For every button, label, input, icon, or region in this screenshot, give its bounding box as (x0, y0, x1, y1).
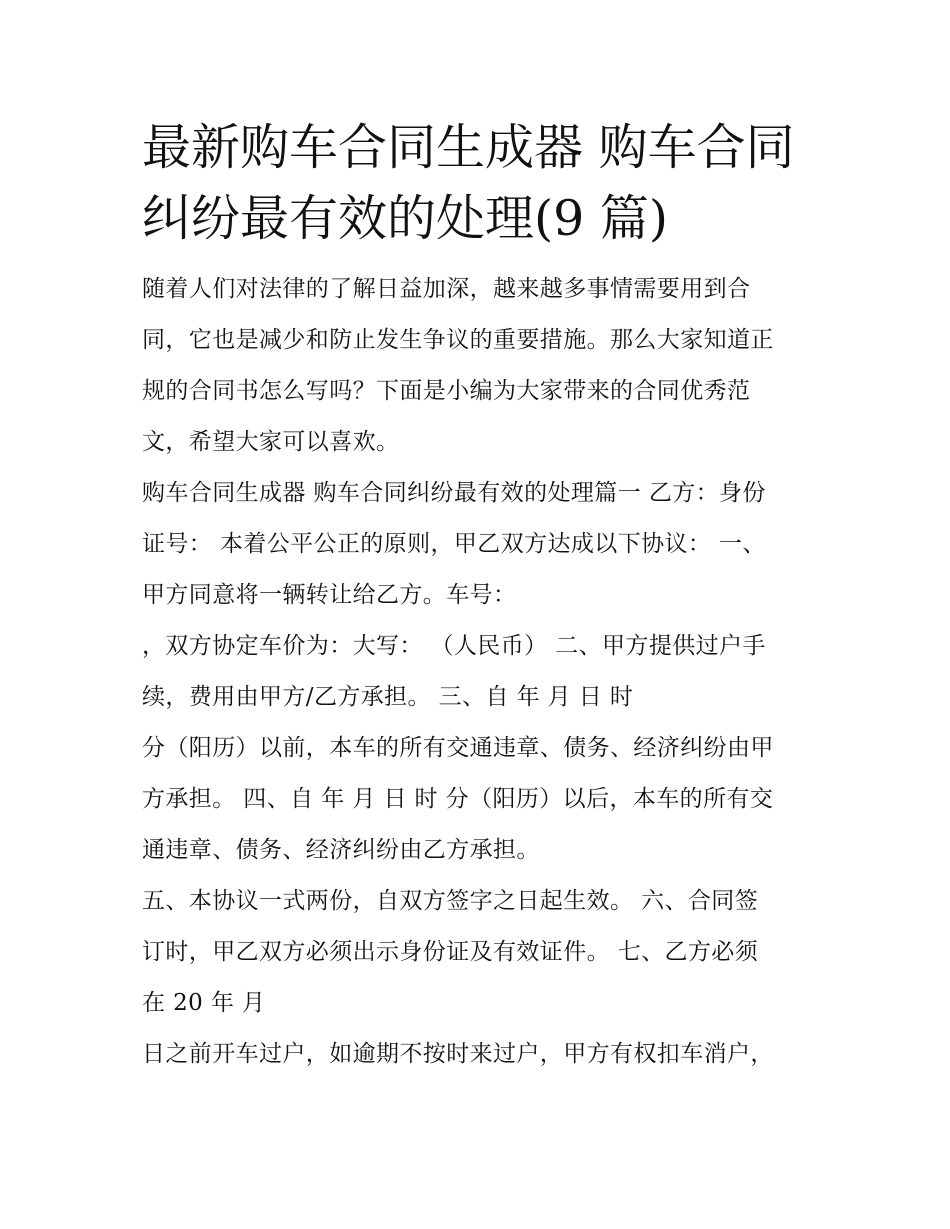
title-line: 纠纷最有效的处理(9 篇) (142, 190, 668, 247)
paragraph-line: 分（阳历）以前，本车的所有交通违章、债务、经济纠纷由甲 (142, 735, 774, 761)
paragraph-line: 同，它也是减少和防止发生争议的重要措施。那么大家知道正 (142, 327, 774, 353)
paragraph-line: 在 20 年 月 (142, 990, 266, 1016)
paragraph (142, 468, 814, 621)
paragraph-line: 通违章、债务、经济纠纷由乙方承担。 (142, 837, 540, 863)
paragraph (142, 264, 814, 468)
title-line: 最新购车合同生成器 购车合同 (142, 119, 795, 176)
paragraph-line: 甲方同意将一辆转让给乙方。车号： (142, 582, 517, 608)
document-page (142, 112, 814, 1080)
paragraph (142, 1029, 814, 1080)
paragraph-line: ，双方协定车价为：大写： （人民币） 二、甲方提供过户手 (142, 633, 766, 659)
paragraph-line: 随着人们对法律的了解日益加深，越来越多事情需要用到合 (142, 276, 751, 302)
paragraph-line: 续，费用由甲方/乙方承担。 三、自 年 月 日 时 (142, 684, 634, 710)
paragraph-line: 日之前开车过户，如逾期不按时来过户，甲方有权扣车消户， (142, 1041, 774, 1067)
paragraph-line: 方承担。 四、自 年 月 日 时 分（阳历）以后，本车的所有交 (142, 786, 774, 812)
paragraph-line: 文，希望大家可以喜欢。 (142, 429, 400, 455)
paragraph-line: 规的合同书怎么写吗？下面是小编为大家带来的合同优秀范 (142, 378, 751, 404)
paragraph-line: 证号： 本着公平公正的原则，甲乙双方达成以下协议： 一、 (142, 531, 766, 557)
document-body (142, 264, 814, 1080)
paragraph-line: 订时，甲乙双方必须出示身份证及有效证件。 七、乙方必须 (142, 939, 759, 965)
paragraph (142, 723, 814, 876)
paragraph (142, 876, 814, 1029)
paragraph-line: 购车合同生成器 购车合同纠纷最有效的处理篇一 乙方：身份 (142, 480, 766, 506)
paragraph-line: 五、本协议一式两份，自双方签字之日起生效。 六、合同签 (142, 888, 759, 914)
document-title (142, 112, 814, 254)
paragraph (142, 621, 814, 723)
